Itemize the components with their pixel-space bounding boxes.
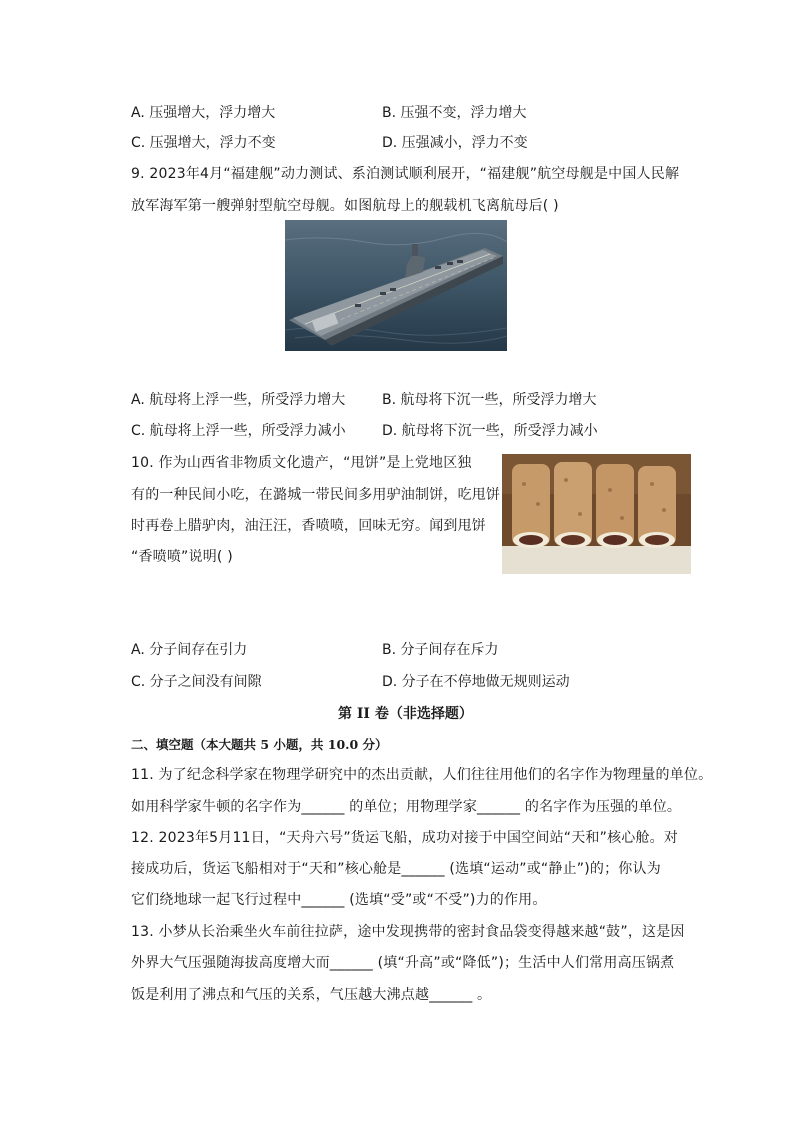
- part-two-title: 第 II 卷（非选择题）: [338, 706, 473, 722]
- q12-stem-line2: 接成功后，货运飞船相对于“天和”核心舱是______ (选填“运动”或“静止”)的；你认为: [131, 861, 661, 877]
- q13-stem-line3: 饭是利用了沸点和气压的关系，气压越大沸点越______ 。: [131, 987, 492, 1003]
- rolled-flatbread-photo-icon: [502, 454, 691, 574]
- q8-option-d: D. 压强减小，浮力不变: [382, 135, 528, 151]
- q9-stem-line1: 9. 2023年4月“福建舰”动力测试、系泊测试顺利展开，“福建舰”航空母舰是中国人民解: [131, 166, 680, 182]
- q10-stem-line4: “香喷喷”说明( ): [131, 549, 233, 565]
- q12-stem-line3: 它们绕地球一起飞行过程中______ (选填“受”或“不受”)力的作用。: [131, 892, 547, 908]
- q9-option-b: B. 航母将下沉一些，所受浮力增大: [382, 392, 597, 408]
- q10-option-b: B. 分子间存在斥力: [382, 642, 499, 658]
- aircraft-carrier-photo-icon: [285, 220, 507, 351]
- q10-stem-line1: 10. 作为山西省非物质文化遗产，“甩饼”是上党地区独: [131, 455, 472, 471]
- q9-option-d: D. 航母将下沉一些，所受浮力减小: [382, 423, 598, 439]
- q9-option-c: C. 航母将上浮一些，所受浮力减小: [131, 423, 346, 439]
- q13-stem-line1: 13. 小梦从长治乘坐火车前往拉萨，途中发现携带的密封食品袋变得越来越“鼓”，这是因: [131, 924, 685, 940]
- q10-option-d: D. 分子在不停地做无规则运动: [382, 674, 570, 690]
- q8-option-a: A. 压强增大，浮力增大: [131, 105, 276, 121]
- q12-stem-line1: 12. 2023年5月11日，“天舟六号”货运飞船，成功对接于中国空间站“天和”核心舱。对: [131, 830, 679, 846]
- q9-option-a: A. 航母将上浮一些，所受浮力增大: [131, 392, 346, 408]
- q10-option-c: C. 分子之间没有间隙: [131, 674, 262, 690]
- q8-option-b: B. 压强不变，浮力增大: [382, 105, 527, 121]
- q13-stem-line2: 外界大气压强随海拔高度增大而______ (填“升高”或“降低”)；生活中人们常用高压锅煮: [131, 955, 675, 971]
- q10-stem-line2: 有的一种民间小吃，在潞城一带民间多用驴油制饼，吃甩饼: [131, 487, 501, 503]
- q9-stem-line2: 放军海军第一艘弹射型航空母舰。如图航母上的舰载机飞离航母后( ): [131, 198, 559, 214]
- q11-stem-line1: 11. 为了纪念科学家在物理学研究中的杰出贡献，人们往往用他们的名字作为物理量的单位。: [131, 767, 713, 783]
- q8-option-c: C. 压强增大，浮力不变: [131, 135, 276, 151]
- section-two-title: 二、填空题（本大题共 5 小题，共 10.0 分）: [131, 737, 388, 752]
- q10-option-a: A. 分子间存在引力: [131, 642, 248, 658]
- q10-stem-line3: 时再卷上腊驴肉，油汪汪，香喷喷，回味无穷。闻到甩饼: [131, 518, 486, 534]
- q11-stem-line2: 如用科学家牛顿的名字作为______ 的单位；用物理学家______ 的名字作为压强的单位。: [131, 799, 682, 815]
